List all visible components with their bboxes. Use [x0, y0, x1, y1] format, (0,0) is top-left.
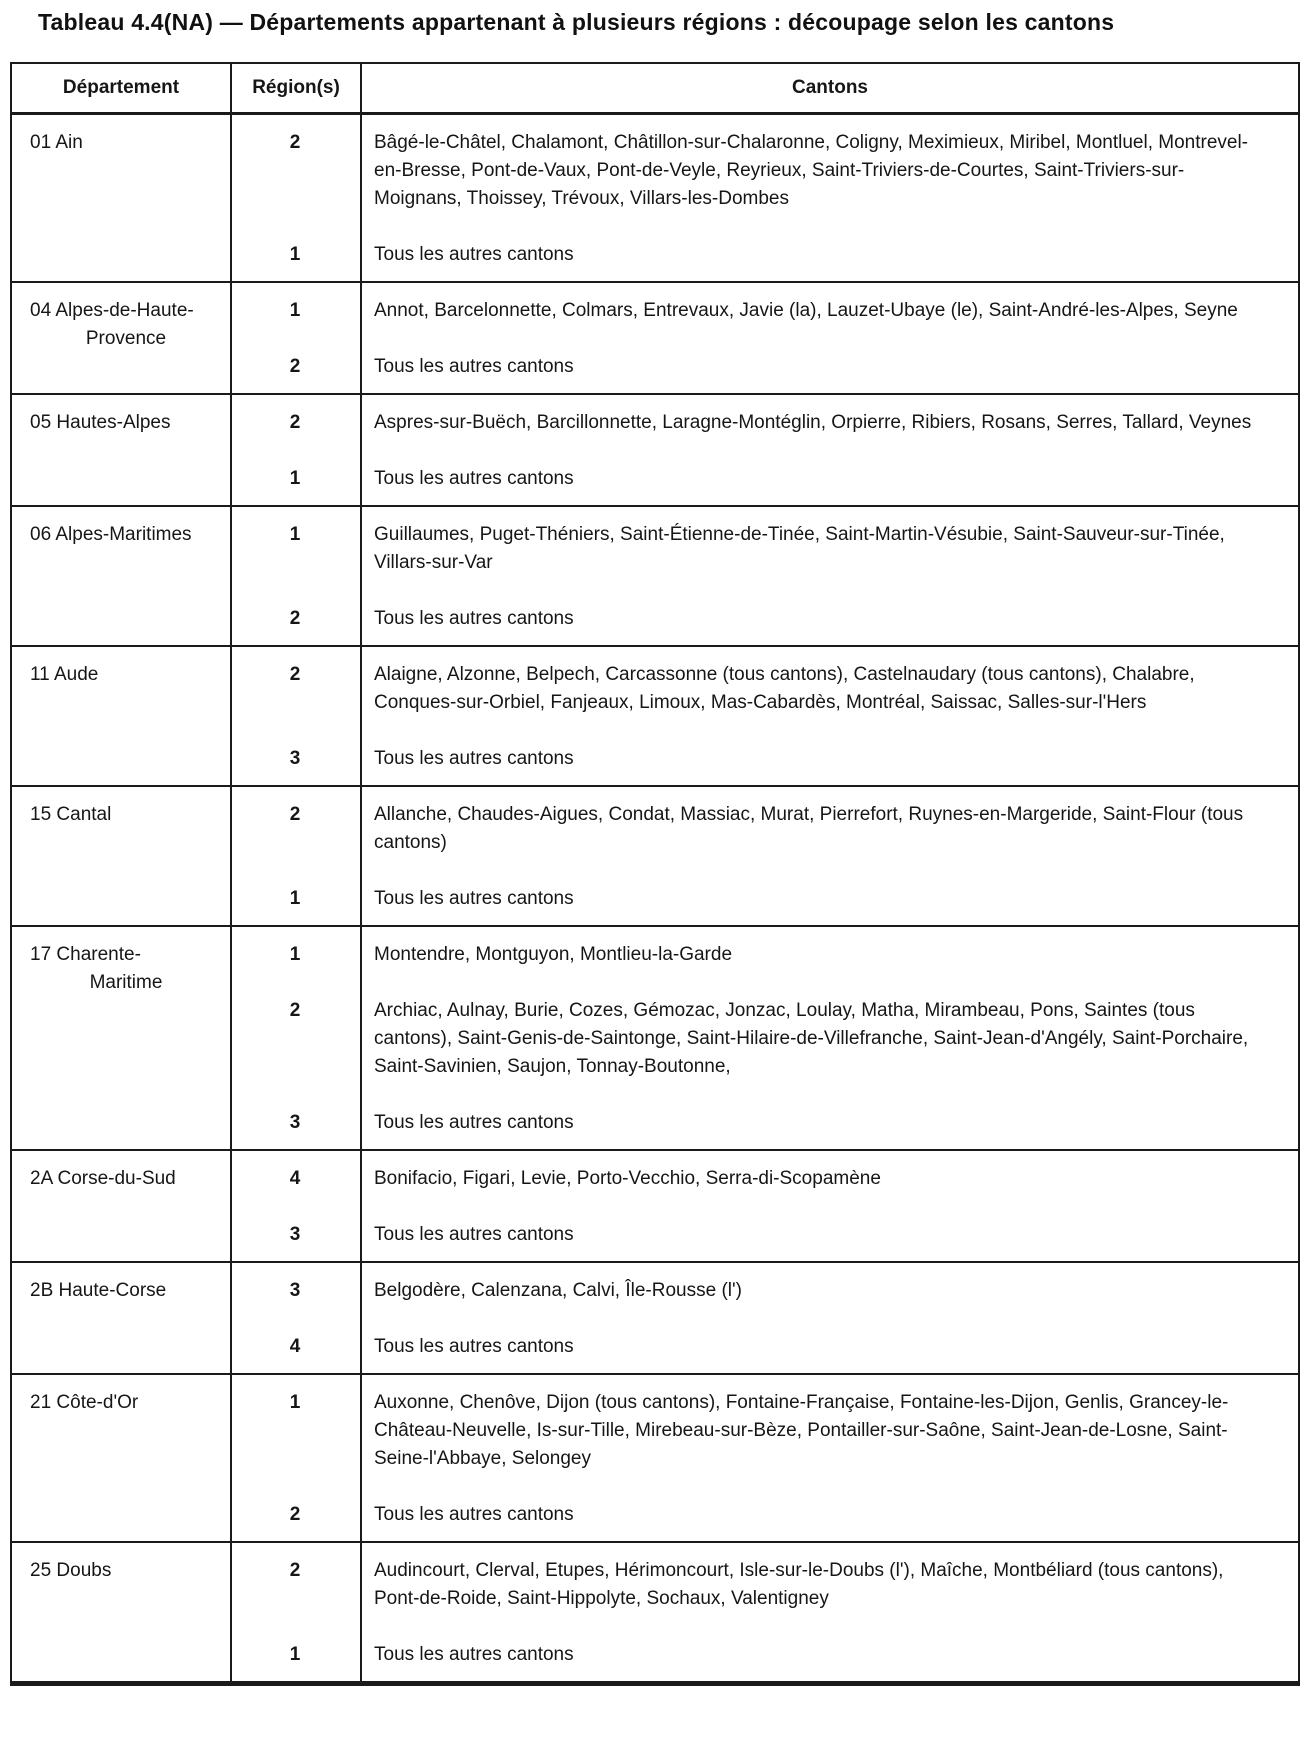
column-divider — [360, 64, 362, 112]
departement-cell — [12, 1263, 230, 1373]
canton-group-row — [230, 1109, 1298, 1137]
cantons-list: Tous les autres cantons — [374, 1644, 574, 1665]
table-row — [12, 785, 1298, 925]
column-divider — [360, 115, 362, 281]
canton-group-row — [230, 297, 1298, 325]
departement-cell — [12, 1375, 230, 1541]
departement-cell — [12, 647, 230, 785]
canton-group-row — [230, 409, 1298, 437]
region-number: 4 — [289, 1168, 301, 1189]
region-number: 1 — [289, 1392, 301, 1413]
cantons-list: Archiac, Aulnay, Burie, Cozes, Gémozac, Jonzac, Loulay, Matha, Mirambeau, Pons, Saintes (tous cantons), Saint-Genis-de-Saintonge, Saint-Hilaire-de-Villefranche, Saint-Jean-d'Angély, Saint-Porchaire, Saint-Savinien, Saujon, Tonnay-Boutonne, — [374, 1000, 1249, 1077]
departement-cell — [12, 115, 230, 281]
column-divider — [230, 115, 232, 281]
departement-name: 17 Charente- — [30, 944, 141, 965]
departement-name: 01 Ain — [30, 132, 83, 153]
column-divider — [360, 1543, 362, 1681]
canton-group-row — [230, 605, 1298, 633]
canton-group-row — [230, 1333, 1298, 1361]
departement-cell — [12, 1151, 230, 1261]
departments-table — [10, 62, 1300, 1686]
canton-group-row — [230, 801, 1298, 857]
cantons-list: Allanche, Chaudes-Aigues, Condat, Massiac, Murat, Pierrefort, Ruynes-en-Margeride, Saint-Flour (tous cantons) — [374, 804, 1244, 853]
cantons-list: Montendre, Montguyon, Montlieu-la-Garde — [374, 944, 733, 965]
region-number: 1 — [289, 944, 301, 965]
cantons-list: Tous les autres cantons — [374, 608, 574, 629]
column-divider — [230, 283, 232, 393]
region-number: 2 — [289, 412, 301, 433]
cantons-list: Annot, Barcelonnette, Colmars, Entrevaux, Javie (la), Lauzet-Ubaye (le), Saint-André-les-Alpes, Seyne — [374, 300, 1238, 321]
canton-group-row — [230, 997, 1298, 1081]
column-divider — [360, 1375, 362, 1541]
regions-cantons-cell — [230, 395, 1298, 505]
cantons-list: Tous les autres cantons — [374, 1504, 574, 1525]
departement-name: 06 Alpes-Maritimes — [30, 524, 192, 545]
cantons-list: Alaigne, Alzonne, Belpech, Carcassonne (tous cantons), Castelnaudary (tous cantons), Chalabre, Conques-sur-Orbiel, Fanjeaux, Limoux, Mas-Cabardès, Montréal, Saissac, Salles-sur-l'Hers — [374, 664, 1195, 713]
region-number: 2 — [289, 1560, 301, 1581]
departement-cell — [12, 1543, 230, 1681]
canton-group-row — [230, 353, 1298, 381]
departement-name: 05 Hautes-Alpes — [30, 412, 171, 433]
canton-group-row — [230, 465, 1298, 493]
column-divider — [230, 1543, 232, 1681]
column-divider — [230, 1151, 232, 1261]
canton-group-row — [230, 1165, 1298, 1193]
cantons-list: Tous les autres cantons — [374, 888, 574, 909]
departement-name: 2A Corse-du-Sud — [30, 1168, 176, 1189]
cantons-list: Aspres-sur-Buëch, Barcillonnette, Laragne-Montéglin, Orpierre, Ribiers, Rosans, Serres, Tallard, Veynes — [374, 412, 1252, 433]
regions-cantons-cell — [230, 1375, 1298, 1541]
table-header-row — [12, 64, 1298, 115]
cantons-list: Tous les autres cantons — [374, 1224, 574, 1245]
cantons-list: Bonifacio, Figari, Levie, Porto-Vecchio, Serra-di-Scopamène — [374, 1168, 881, 1189]
table-body — [12, 115, 1298, 1681]
column-divider — [230, 927, 232, 1149]
departement-name: Maritime — [89, 972, 163, 993]
column-divider — [360, 1151, 362, 1261]
region-number: 4 — [289, 1336, 301, 1357]
table-row — [12, 925, 1298, 1149]
column-divider — [360, 283, 362, 393]
canton-group-row — [230, 1557, 1298, 1613]
region-number: 2 — [289, 608, 301, 629]
regions-cantons-cell — [230, 115, 1298, 281]
departement-cell — [12, 787, 230, 925]
cantons-list: Auxonne, Chenôve, Dijon (tous cantons), Fontaine-Française, Fontaine-les-Dijon, Genlis, Grancey-le-Château-Neuvelle, Is-sur-Tille, Mirebeau-sur-Bèze, Pontailler-sur-Saône, Saint-Jean-de-Losne, Saint-Seine-l'Abbaye, Selongey — [374, 1392, 1229, 1469]
canton-group-row — [230, 1221, 1298, 1249]
canton-group-row — [230, 661, 1298, 717]
cantons-list: Tous les autres cantons — [374, 748, 574, 769]
column-divider — [230, 1263, 232, 1373]
canton-group-row — [230, 241, 1298, 269]
regions-cantons-cell — [230, 283, 1298, 393]
header-regions: Région(s) — [252, 77, 340, 98]
table-row — [12, 1541, 1298, 1681]
column-divider — [230, 647, 232, 785]
canton-group-row — [230, 521, 1298, 577]
canton-group-row — [230, 129, 1298, 213]
canton-group-row — [230, 1277, 1298, 1305]
departement-cell — [12, 507, 230, 645]
table-row — [12, 505, 1298, 645]
table-row — [12, 115, 1298, 281]
column-divider — [230, 1375, 232, 1541]
departement-name: 25 Doubs — [30, 1560, 112, 1581]
cantons-list: Belgodère, Calenzana, Calvi, Île-Rousse (l') — [374, 1280, 742, 1301]
region-number: 1 — [289, 300, 301, 321]
cantons-list: Tous les autres cantons — [374, 468, 574, 489]
region-number: 2 — [289, 132, 301, 153]
regions-cantons-cell — [230, 1151, 1298, 1261]
departement-name: 04 Alpes-de-Haute- — [30, 300, 194, 321]
region-number: 1 — [289, 244, 301, 265]
column-divider — [230, 507, 232, 645]
column-divider — [360, 1263, 362, 1373]
region-number: 2 — [289, 804, 301, 825]
canton-group-row — [230, 1389, 1298, 1473]
canton-group-row — [230, 941, 1298, 969]
region-number: 1 — [289, 468, 301, 489]
table-row — [12, 1149, 1298, 1261]
regions-cantons-cell — [230, 1263, 1298, 1373]
table-row — [12, 645, 1298, 785]
column-divider — [360, 787, 362, 925]
canton-group-row — [230, 745, 1298, 773]
table-row — [12, 393, 1298, 505]
column-divider — [360, 395, 362, 505]
departement-cell — [12, 927, 230, 1149]
region-number: 2 — [289, 1000, 301, 1021]
cantons-list: Tous les autres cantons — [374, 1112, 574, 1133]
departement-name: Provence — [85, 328, 167, 349]
departement-name: 21 Côte-d'Or — [30, 1392, 139, 1413]
regions-cantons-cell — [230, 787, 1298, 925]
region-number: 3 — [289, 1224, 301, 1245]
column-divider — [360, 647, 362, 785]
regions-cantons-cell — [230, 927, 1298, 1149]
column-divider — [230, 787, 232, 925]
departement-cell — [12, 283, 230, 393]
canton-group-row — [230, 885, 1298, 913]
canton-group-row — [230, 1641, 1298, 1669]
table-row — [12, 281, 1298, 393]
region-number: 1 — [289, 1644, 301, 1665]
column-divider — [360, 507, 362, 645]
departement-name: 2B Haute-Corse — [30, 1280, 167, 1301]
column-divider — [360, 927, 362, 1149]
region-number: 1 — [289, 524, 301, 545]
cantons-list: Audincourt, Clerval, Etupes, Hérimoncourt, Isle-sur-le-Doubs (l'), Maîche, Montbéliard (tous cantons), Pont-de-Roide, Saint-Hippolyte, Sochaux, Valentigney — [374, 1560, 1224, 1609]
column-divider — [230, 395, 232, 505]
cantons-list: Guillaumes, Puget-Théniers, Saint-Étienne-de-Tinée, Saint-Martin-Vésubie, Saint-Sauveur-sur-Tinée, Villars-sur-Var — [374, 524, 1225, 573]
region-number: 2 — [289, 664, 301, 685]
regions-cantons-cell — [230, 647, 1298, 785]
canton-group-row — [230, 1501, 1298, 1529]
header-departement: Département — [62, 77, 180, 98]
region-number: 2 — [289, 1504, 301, 1525]
cantons-list: Bâgé-le-Châtel, Chalamont, Châtillon-sur-Chalaronne, Coligny, Meximieux, Miribel, Montluel, Montrevel-en-Bresse, Pont-de-Vaux, Pont-de-Veyle, Reyrieux, Saint-Triviers-de-Courtes, Saint-Triviers-sur-Moignans, Thoissey, Trévoux, Villars-les-Dombes — [374, 132, 1249, 209]
page-title: Tableau 4.4(NA) — Départements appartenant à plusieurs régions : découpage selon les cantons — [38, 9, 1115, 35]
region-number: 2 — [289, 356, 301, 377]
cantons-list: Tous les autres cantons — [374, 1336, 574, 1357]
region-number: 1 — [289, 888, 301, 909]
cantons-list: Tous les autres cantons — [374, 356, 574, 377]
table-row — [12, 1373, 1298, 1541]
departement-cell — [12, 395, 230, 505]
departement-name: 15 Cantal — [30, 804, 112, 825]
table-row — [12, 1261, 1298, 1373]
column-divider — [230, 64, 232, 112]
header-cantons: Cantons — [792, 77, 868, 98]
regions-cantons-cell — [230, 507, 1298, 645]
regions-cantons-cell — [230, 1543, 1298, 1681]
cantons-list: Tous les autres cantons — [374, 244, 574, 265]
region-number: 3 — [289, 1280, 301, 1301]
region-number: 3 — [289, 1112, 301, 1133]
departement-name: 11 Aude — [30, 664, 99, 685]
region-number: 3 — [289, 748, 301, 769]
